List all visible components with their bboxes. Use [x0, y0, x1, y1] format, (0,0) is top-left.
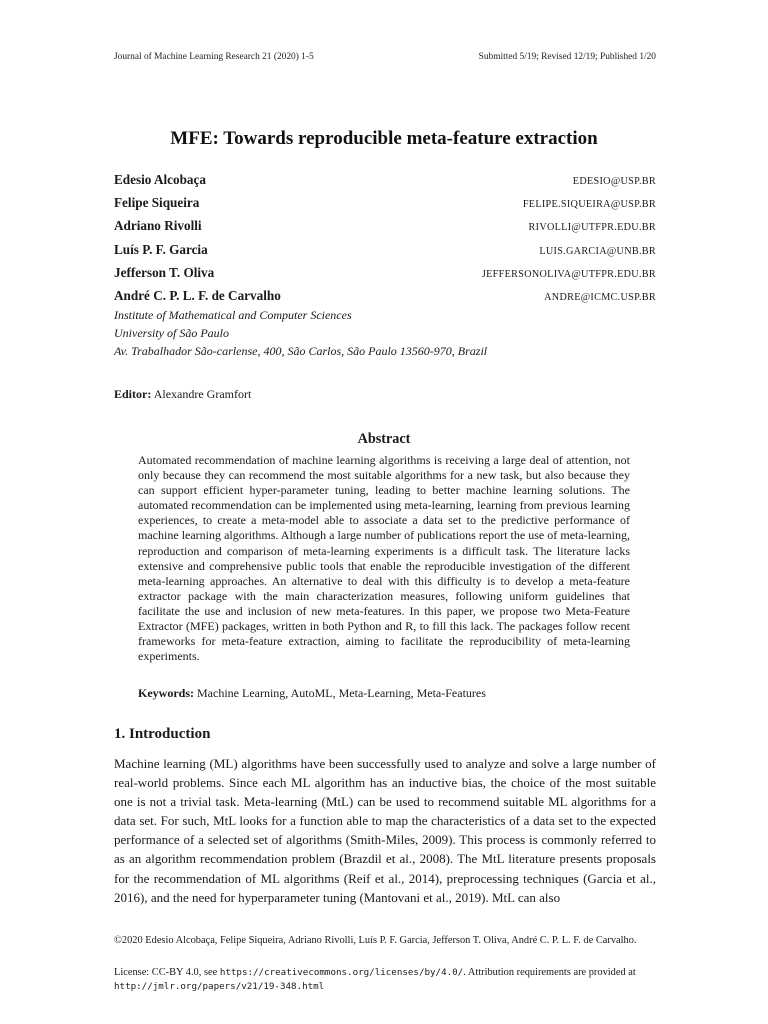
keywords-text: Machine Learning, AutoML, Meta-Learning, Meta-Features [197, 686, 486, 700]
running-head [114, 52, 656, 62]
license-prefix: License: CC-BY 4.0, see [114, 967, 218, 978]
affiliation-university: University of São Paulo [114, 326, 229, 340]
editor-line [114, 387, 251, 402]
author-name: Felipe Siqueira [114, 195, 200, 211]
author-row [114, 172, 656, 195]
license-link[interactable]: https://creativecommons.org/licenses/by/4.0/ [219, 967, 464, 978]
keywords-line [138, 686, 638, 701]
license-notice [114, 966, 656, 993]
paper-title: MFE: Towards reproducible meta-feature extraction [170, 128, 598, 149]
abstract-heading: Abstract [357, 431, 411, 447]
author-name: Jefferson T. Oliva [114, 264, 215, 280]
affiliation-institute: Institute of Mathematical and Computer Sciences [114, 308, 352, 322]
paper-link[interactable]: http://jmlr.org/papers/v21/19-348.html [114, 980, 325, 992]
author-row [114, 242, 656, 265]
author-email[interactable]: JEFFERSONOLIVA@UTFPR.EDU.BR [481, 268, 656, 280]
author-email[interactable]: ANDRE@ICMC.USP.BR [544, 291, 656, 303]
keywords-label: Keywords: [138, 686, 194, 700]
author-name: Edesio Alcobaça [114, 172, 206, 187]
author-name: Luís P. F. Garcia [114, 241, 208, 257]
author-list [114, 172, 656, 311]
author-email[interactable]: LUIS.GARCIA@UNB.BR [539, 245, 656, 257]
journal-citation: Journal of Machine Learning Research 21 (2020) 1-5 [114, 52, 314, 62]
editor-name: Alexandre Gramfort [153, 387, 252, 401]
author-row [114, 265, 656, 288]
author-email[interactable]: FELIPE.SIQUEIRA@USP.BR [522, 199, 656, 211]
affiliation-address: Av. Trabalhador São-carlense, 400, São Carlos, São Paulo 13560-970, Brazil [114, 344, 488, 358]
introduction-text: Machine learning (ML) algorithms have been successfully used to analyze and solve a large number of real-world problems. Since each ML algorithm has an inductive bias, the choice of the most suitable one is not a trivial task. Meta-learning (MtL) can be used to recommend suitable ML algorithms for a data set. For such, MtL looks for a function able to map the characteristics of a data set to the expected performance of a selected set of algorithms (Smith-Miles, 2009). This process is commonly referred to as an algorithm recommendation problem (Brazdil et al., 2008). The MtL literature presents proposals for the recommendation of ML algorithms (Reif et al., 2014), preprocessing techniques (Garcia et al., 2016), and the need for hyperparameter tuning (Mantovani et al., 2019). MtL can also [114, 756, 656, 905]
author-row [114, 218, 656, 241]
author-email[interactable]: RIVOLLI@UTFPR.EDU.BR [528, 222, 656, 234]
editor-label: Editor: [114, 387, 152, 401]
license-mid: . Attribution requirements are provided at [463, 967, 636, 978]
section-heading-introduction: 1. Introduction [114, 726, 211, 742]
author-name: Adriano Rivolli [114, 218, 202, 234]
affiliation [114, 306, 674, 360]
author-name: André C. P. L. F. de Carvalho [114, 287, 281, 303]
author-email[interactable]: EDESIO@USP.BR [572, 176, 656, 187]
author-row [114, 195, 656, 218]
abstract-text: Automated recommendation of machine learning algorithms is receiving a large deal of attention, not only because they can recommend the most suitable algorithms for a new task, but also because they can support efficient hyper-parameter tuning, leading to better machine learning solutions. The automated recommendation can be implemented using meta-learning, learning from previous learning experiences, to create a meta-model able to associate a data set to the predictive performance of machine learning algorithms. Although a large number of publications report the use of meta-learning, reproduction and comparison of meta-learning experiments is a difficult task. The literature lacks extensive and comprehensive public tools that enable the reproducible investigation of the different meta-learning approaches. An alternative to deal with this difficulty is to develop a meta-feature extractor package with the main characterization measures, following uniform guidelines that facilitate the use and inclusion of new meta-features. In this paper, we propose two Meta-Feature Extractor (MFE) packages, written in both Python and R, to fill this lack. The packages follow recent frameworks for meta-feature extraction, aiming to facilitate the reproducibility of meta-learning experiments. [138, 453, 630, 664]
submission-dates: Submitted 5/19; Revised 12/19; Published 1/20 [478, 52, 656, 62]
copyright-notice: ©2020 Edesio Alcobaça, Felipe Siqueira, Adriano Rivolli, Luís P. F. Garcia, Jefferson T. Oliva, André C. P. L. F. de Carvalho. [114, 935, 637, 946]
